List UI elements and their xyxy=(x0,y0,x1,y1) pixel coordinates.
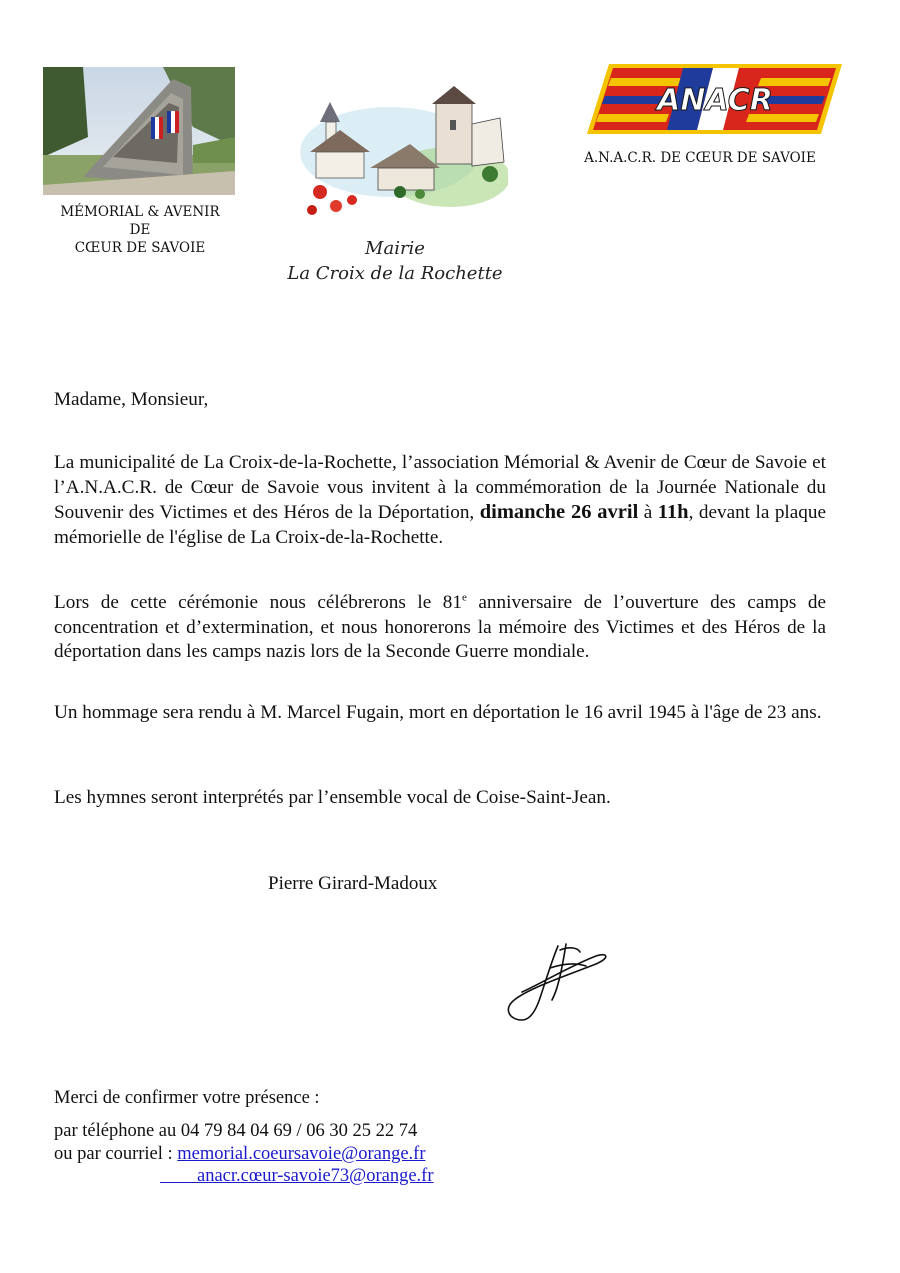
email-line-2 xyxy=(160,1165,630,1188)
handwritten-signature xyxy=(500,940,612,1022)
email-prefix: ou par courriel : xyxy=(54,1144,178,1164)
paragraph-tribute: Un hommage sera rendu à M. Marcel Fugain, mort en déportation le 16 avril 1945 à l'âge de 23 ans. xyxy=(54,702,822,723)
signer-name: Pierre Girard-Madoux xyxy=(268,873,438,894)
mairie-title xyxy=(280,236,510,286)
confirm-label: Merci de confirmer votre présence : xyxy=(54,1088,320,1108)
memorial-caption-line-1: MÉMORIAL & AVENIR xyxy=(60,204,220,220)
invitation-text-b: à xyxy=(638,502,658,523)
anacr-logo-text: ANACR xyxy=(657,83,773,118)
memorial-caption-line-2: DE xyxy=(129,222,151,238)
mairie-line-2: La Croix de la Rochette xyxy=(287,263,503,284)
anacr-logo xyxy=(587,64,842,134)
email-link-memorial[interactable]: memorial.coeursavoie@orange.fr xyxy=(177,1144,426,1164)
paragraph-invitation xyxy=(54,451,826,550)
memorial-photo xyxy=(43,67,235,195)
paragraph-hymns: Les hymnes seront interprétés par l’ensemble vocal de Coise-Saint-Jean. xyxy=(54,787,611,808)
email-link-anacr[interactable]: anacr.cœur-savoie73@orange.fr xyxy=(197,1166,434,1186)
greeting: Madame, Monsieur, xyxy=(54,389,209,410)
paragraph-ceremony xyxy=(54,591,826,665)
memorial-caption xyxy=(40,203,240,257)
invitation-date: dimanche 26 avril xyxy=(479,501,639,523)
phone-line: par téléphone au 04 79 84 04 69 / 06 30 25 22 74 xyxy=(54,1121,418,1141)
invitation-time: 11h xyxy=(657,501,689,523)
ceremony-ordinal: e xyxy=(461,591,467,604)
village-illustration xyxy=(300,82,508,222)
anacr-caption: A.N.A.C.R. DE CŒUR DE SAVOIE xyxy=(584,150,816,166)
memorial-caption-line-3: CŒUR DE SAVOIE xyxy=(74,240,206,256)
invitation-text-c: , devant la plaque mémorielle de l'église de La Croix-de-la-Rochette. xyxy=(54,502,826,548)
email-line xyxy=(54,1143,524,1166)
ceremony-text-a: Lors de cette cérémonie nous célébrerons le 81 xyxy=(54,592,462,613)
invitation-text-a: La municipalité de La Croix-de-la-Rochette, l’association Mémorial & Avenir de Cœur de Savoie et l’A.N.A.C.R. de Cœur de Savoie vous invitent à la commémoration de la Journée Nationale du Souvenir des Victimes et des Héros de la Déportation, xyxy=(54,452,826,523)
mairie-line-1: Mairie xyxy=(365,238,425,259)
email-indent xyxy=(160,1166,197,1186)
ceremony-text-b: anniversaire de l’ouverture des camps de concentration et d’extermination, et nous honorerons la mémoire des Victimes et des Héros de la déportation dans les camps nazis lors de la Seconde Guerre mondiale. xyxy=(54,592,826,662)
